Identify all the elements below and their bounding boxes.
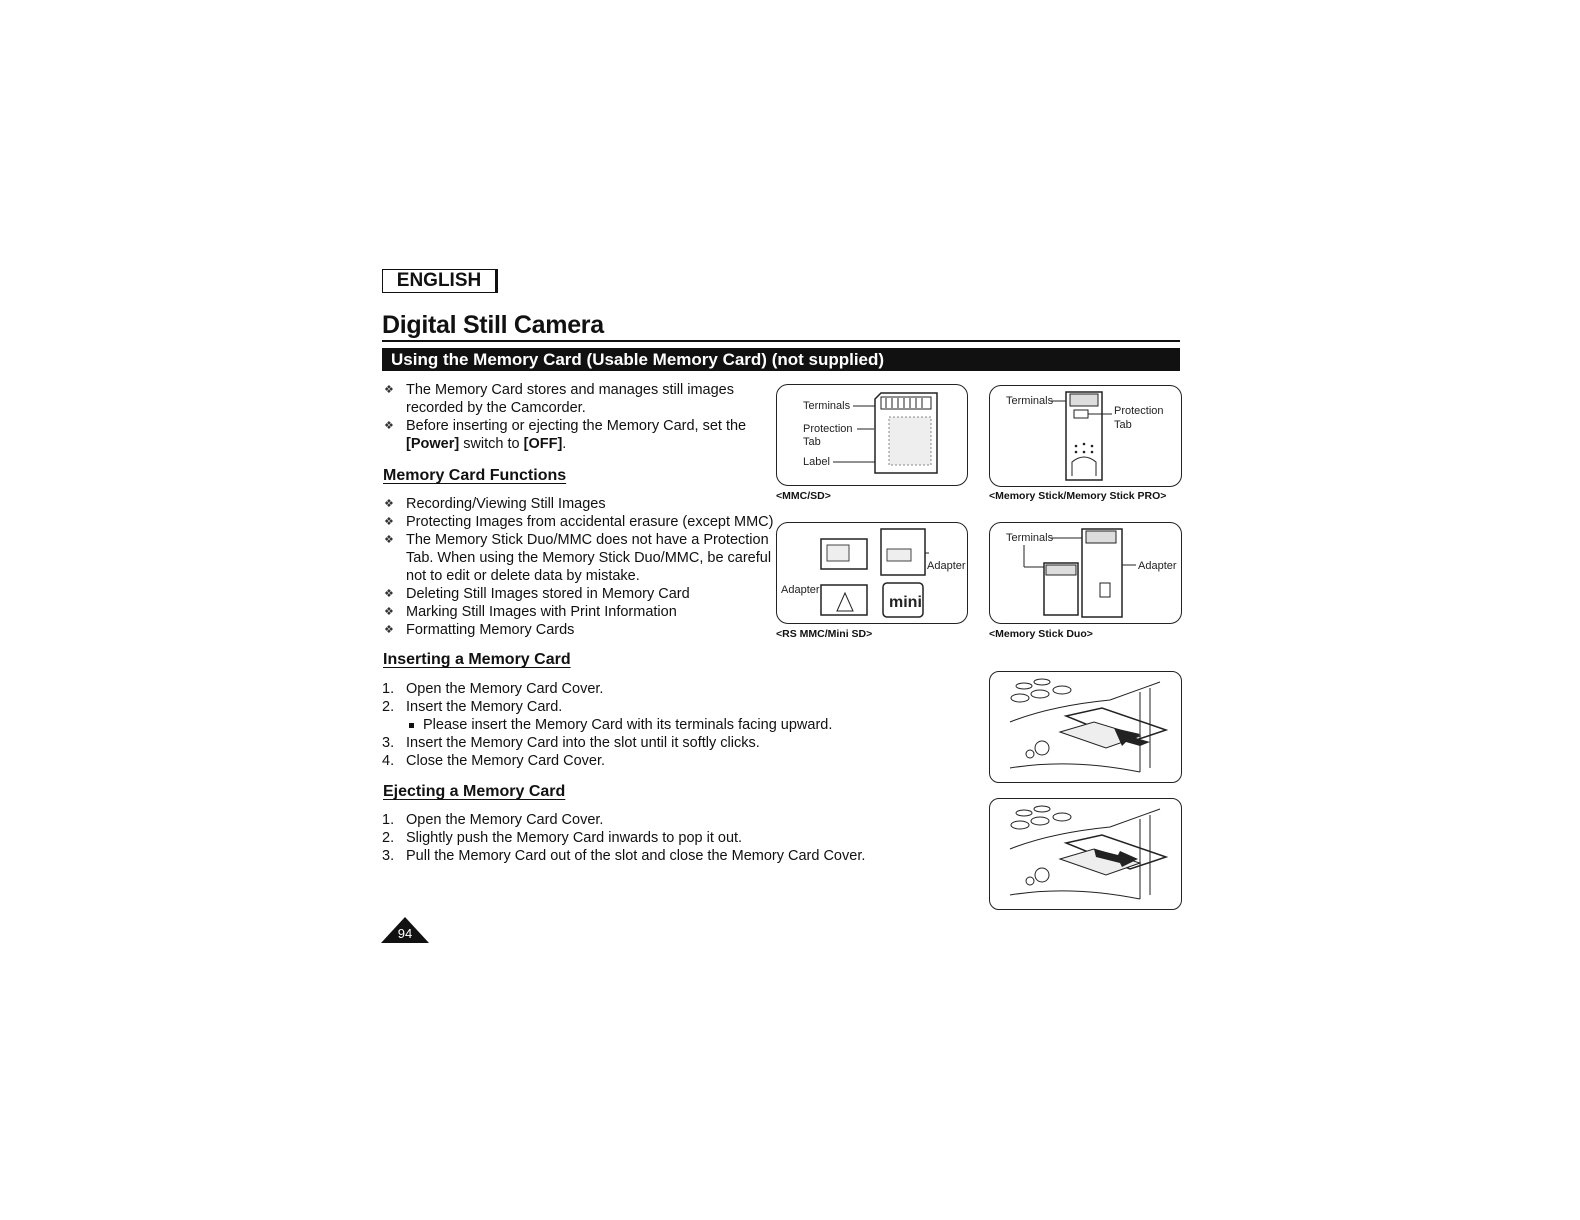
terminals-label: Terminals	[1006, 532, 1054, 544]
memory-stick-caption: <Memory Stick/Memory Stick PRO>	[989, 490, 1167, 502]
tab-label: Tab	[1114, 419, 1132, 431]
step-item: 4. Close the Memory Card Cover.	[382, 753, 606, 769]
functions-heading: Memory Card Functions	[383, 467, 567, 484]
terminals-label: Terminals	[803, 400, 851, 412]
function-item: ❖ Deleting Still Images stored in Memory Card	[384, 586, 690, 602]
inserting-steps	[382, 680, 942, 770]
diamond-bullet-icon: ❖	[384, 384, 394, 396]
square-bullet-icon	[409, 723, 414, 728]
ms-duo-caption: <Memory Stick Duo>	[989, 628, 1093, 640]
ejecting-steps	[382, 811, 942, 865]
diamond-bullet-icon: ❖	[384, 498, 394, 510]
function-item: ❖ Formatting Memory Cards	[384, 622, 575, 638]
step-item: 2. Insert the Memory Card.	[382, 699, 563, 715]
memory-stick-illustration	[990, 386, 1181, 486]
tab-label: Tab	[803, 436, 821, 448]
terminals-label: Terminals	[1006, 395, 1054, 407]
diamond-bullet-icon: ❖	[384, 606, 394, 618]
diamond-bullet-icon: ❖	[384, 588, 394, 600]
insert-card-illustration	[990, 672, 1181, 782]
protection-label: Protection	[1114, 405, 1164, 417]
page-number: 94	[397, 926, 413, 941]
diamond-bullet-icon: ❖	[384, 534, 394, 546]
diamond-bullet-icon: ❖	[384, 624, 394, 636]
language-label: ENGLISH	[382, 269, 498, 293]
step-note: Please insert the Memory Card with its terminals facing upward.	[382, 716, 942, 734]
step-item: 3. Insert the Memory Card into the slot until it softly clicks.	[382, 735, 760, 751]
function-item: ❖ Recording/Viewing Still Images	[384, 496, 606, 512]
title-divider	[382, 340, 1180, 342]
rs-mmc-figure	[776, 522, 968, 624]
diamond-bullet-icon: ❖	[384, 516, 394, 528]
ejecting-heading: Ejecting a Memory Card	[383, 783, 566, 800]
intro-item: ❖ The Memory Card stores and manages still images recorded by the Camcorder.	[384, 382, 734, 416]
function-item: ❖ Marking Still Images with Print Information	[384, 604, 677, 620]
protection-label: Protection	[803, 423, 853, 435]
ms-duo-figure	[989, 522, 1182, 624]
label-label: Label	[803, 456, 830, 468]
step-item: 1. Open the Memory Card Cover.	[382, 812, 604, 828]
mmc-sd-figure	[776, 384, 968, 486]
insert-card-figure	[989, 671, 1182, 783]
mmc-sd-caption: <MMC/SD>	[776, 490, 831, 502]
step-item: 2. Slightly push the Memory Card inwards to pop it out.	[382, 830, 743, 846]
functions-list	[382, 495, 782, 639]
section-title-bar: Using the Memory Card (Usable Memory Card) (not supplied)	[382, 348, 1180, 371]
function-item: ❖ Protecting Images from accidental erasure (except MMC)	[384, 514, 774, 530]
diamond-bullet-icon: ❖	[384, 420, 394, 432]
inserting-heading: Inserting a Memory Card	[383, 651, 571, 668]
mini-logo-text: mini	[889, 594, 922, 611]
step-item: 1. Open the Memory Card Cover.	[382, 681, 604, 697]
intro-list	[382, 381, 762, 453]
ms-duo-illustration	[990, 523, 1181, 623]
adapter-label: Adapter	[1138, 560, 1177, 572]
adapter-label: Adapter	[927, 560, 966, 572]
intro-item: ❖ Before inserting or ejecting the Memory Card, set the [Power] switch to [OFF].	[384, 418, 747, 452]
step-item: 3. Pull the Memory Card out of the slot and close the Memory Card Cover.	[382, 848, 866, 864]
page-title: Digital Still Camera	[382, 311, 604, 339]
mmc-sd-illustration	[777, 385, 967, 485]
rs-mmc-illustration	[777, 523, 967, 623]
eject-card-illustration	[990, 799, 1181, 909]
adapter-label: Adapter	[781, 584, 820, 596]
rs-mmc-caption: <RS MMC/Mini SD>	[776, 628, 873, 640]
memory-stick-figure	[989, 385, 1182, 487]
function-item: ❖ The Memory Stick Duo/MMC does not have a Protection Tab. When using the Memory Stick Duo/MMC, be careful not to edit or delete data by mistake.	[384, 532, 772, 584]
eject-card-figure	[989, 798, 1182, 910]
